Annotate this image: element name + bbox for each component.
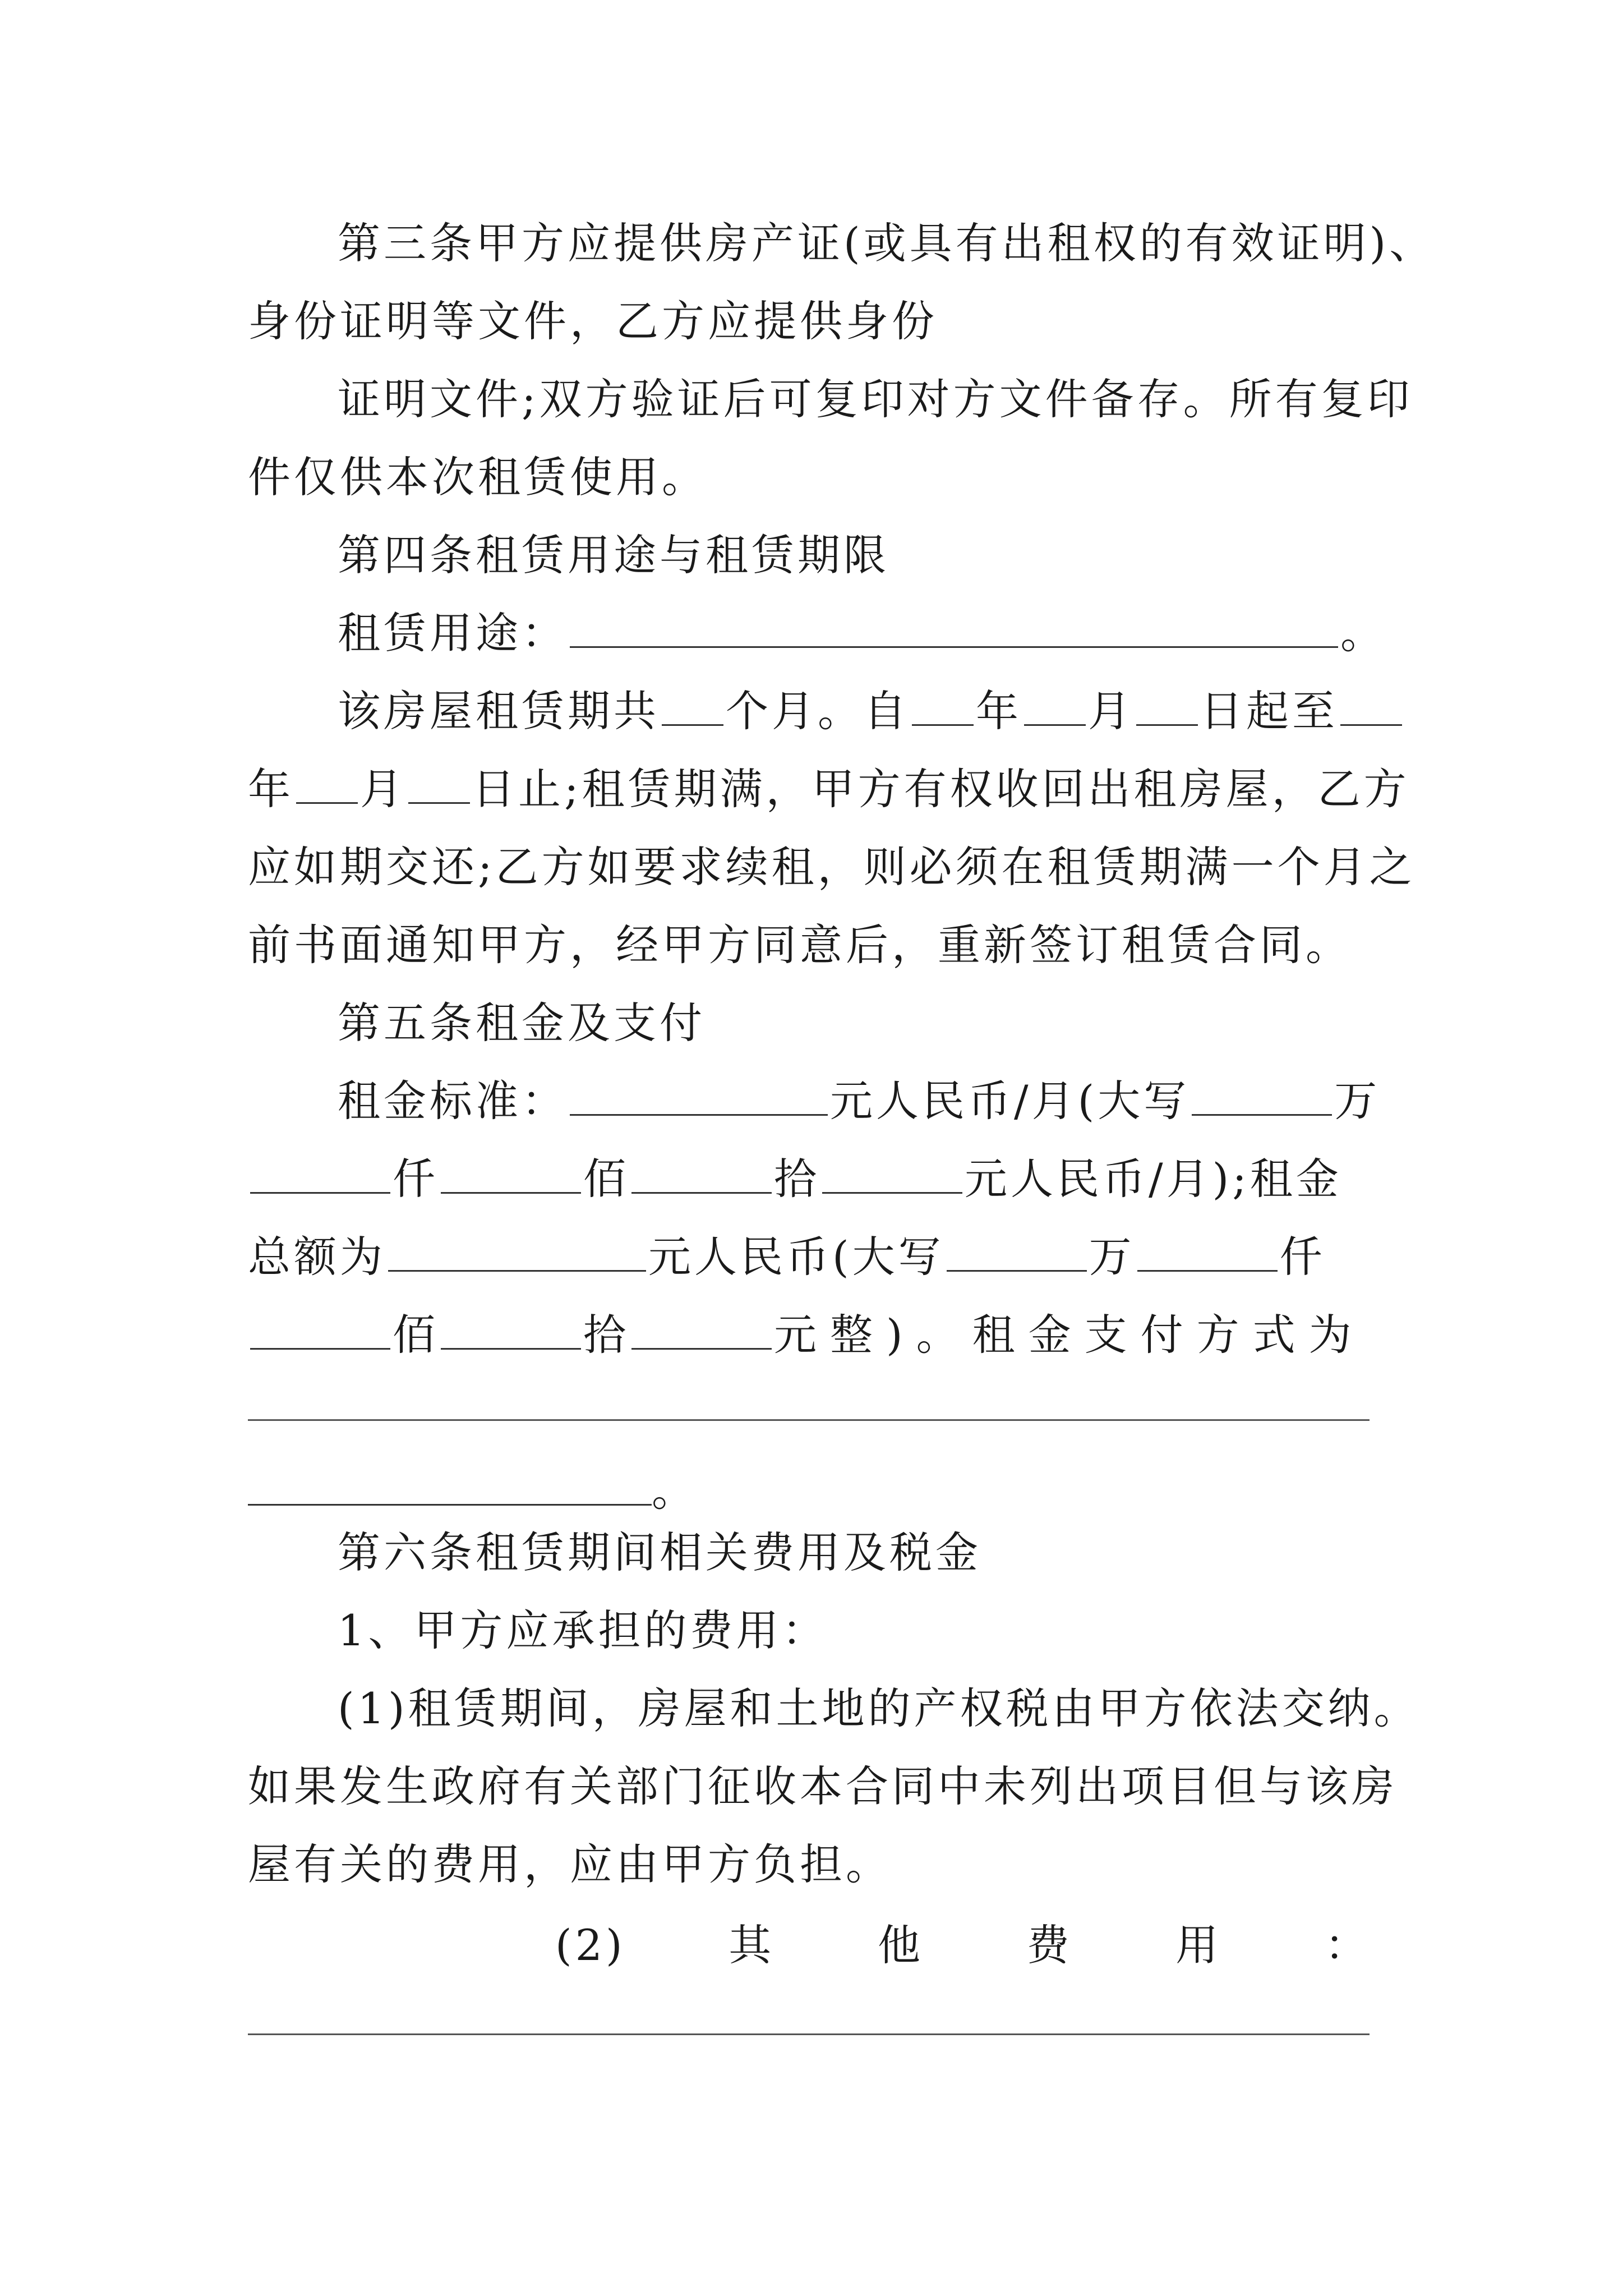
- total-amount-blank: [388, 1226, 646, 1272]
- rental-purpose-line: [338, 595, 1386, 671]
- article4-title: 第四条租赁用途与租赁期限: [338, 530, 889, 580]
- payment-method-blank: [248, 1419, 1370, 1421]
- end-year-blank: [1340, 680, 1402, 726]
- payment-method-blank2: [248, 1460, 652, 1506]
- rent-wan-blank: [1192, 1070, 1332, 1116]
- rent-text: 仟: [1279, 1232, 1326, 1282]
- other-fees-blank: [248, 2033, 1370, 2035]
- sub2-token: (2): [555, 1920, 626, 1970]
- rent-text: 佰: [583, 1154, 629, 1204]
- rent-standard-line1: [338, 1063, 1381, 1139]
- start-month-blank: [1024, 680, 1086, 726]
- rent-text: 元人民币/月);租金: [965, 1154, 1342, 1204]
- lease-term-text: 月: [360, 764, 406, 814]
- article6-item1: 1、甲方应承担的费用：: [338, 1605, 828, 1655]
- lease-term-line2: [248, 751, 1410, 827]
- months-blank: [662, 680, 723, 726]
- rent-total-line1: [248, 1219, 1374, 1295]
- rent-text: 元整)。租金支付方式为: [774, 1310, 1365, 1360]
- rent-text: 万: [1334, 1076, 1381, 1126]
- total-shi-blank: [441, 1304, 581, 1350]
- rent-yuan-blank: [822, 1148, 962, 1194]
- rent-text: 元人民币/月(大写: [830, 1076, 1190, 1126]
- start-year-blank: [912, 680, 974, 726]
- article5-title: 第五条租金及支付: [338, 998, 706, 1048]
- rent-bai-blank: [441, 1148, 581, 1194]
- rent-amount-blank: [570, 1070, 828, 1116]
- total-bai-blank: [250, 1304, 390, 1350]
- sub2-token: ：: [1324, 1920, 1371, 1970]
- article6-sub2-line: [555, 1907, 1371, 1984]
- lease-term-text: 该房屋租赁期共: [338, 686, 660, 736]
- article6-sub1-line3: 屋有关的费用，应由甲方负担。: [248, 1839, 892, 1889]
- sub2-token: 他: [877, 1920, 924, 1970]
- rent-text: 仟: [393, 1154, 439, 1204]
- end-day-blank: [408, 758, 470, 804]
- rent-text: 佰: [393, 1310, 439, 1360]
- lease-term-text: 日止;租赁期满，甲方有权收回出租房屋，乙方: [472, 764, 1410, 814]
- rent-text: 元人民币(大写: [648, 1232, 944, 1282]
- article6-title: 第六条租赁期间相关费用及税金: [338, 1527, 981, 1577]
- lease-term-text: 月: [1088, 686, 1134, 736]
- total-yuan-blank: [631, 1304, 772, 1350]
- total-wan-blank: [947, 1226, 1087, 1272]
- lease-term-line4: 前书面通知甲方，经甲方同意后，重新签订租赁合同。: [248, 920, 1352, 970]
- article6-sub1-line2: 如果发生政府有关部门征收本合同中未列出项目但与该房: [248, 1761, 1398, 1811]
- lease-term-line3: 应如期交还;乙方如要求续租，则必须在租赁期满一个月之: [248, 842, 1415, 892]
- sub2-token: 其: [728, 1920, 775, 1970]
- lease-term-text: 年: [248, 764, 294, 814]
- lease-term-line1: [338, 673, 1374, 749]
- article3-line2: 身份证明等文件，乙方应提供身份: [248, 296, 938, 346]
- rental-purpose-blank: [570, 602, 1338, 648]
- rent-text: 总额为: [248, 1232, 386, 1282]
- start-day-blank: [1136, 680, 1198, 726]
- rent-text: 拾: [774, 1154, 820, 1204]
- rent-text: 。: [652, 1466, 698, 1516]
- rent-text: 拾: [583, 1310, 629, 1360]
- lease-term-text: 个月。自: [726, 686, 910, 736]
- rent-text: 万: [1089, 1232, 1135, 1282]
- total-qian-blank: [1137, 1226, 1278, 1272]
- article3-line1: 第三条甲方应提供房产证(或具有出租权的有效证明)、: [338, 218, 1436, 268]
- article6-sub1-line1: (1)租赁期间，房屋和土地的产权税由甲方依法交纳。: [338, 1683, 1420, 1733]
- rental-purpose-end: 。: [1340, 608, 1386, 658]
- rent-total-line2: [248, 1297, 1374, 1373]
- rent-standard-line2: [248, 1141, 1374, 1217]
- rent-text: 租金标准：: [338, 1076, 568, 1126]
- article3-line4: 件仅供本次租赁使用。: [248, 452, 708, 502]
- sub2-token: 费: [1026, 1920, 1073, 1970]
- lease-term-text: 年: [976, 686, 1022, 736]
- rent-qian-blank: [250, 1148, 390, 1194]
- sub2-token: 用: [1175, 1920, 1222, 1970]
- end-month-blank: [296, 758, 358, 804]
- lease-term-text: 日起至: [1200, 686, 1338, 736]
- rent-shi-blank: [631, 1148, 772, 1194]
- rental-purpose-label: 租赁用途：: [338, 608, 568, 658]
- article3-line3: 证明文件;双方验证后可复印对方文件备存。所有复印: [338, 374, 1413, 424]
